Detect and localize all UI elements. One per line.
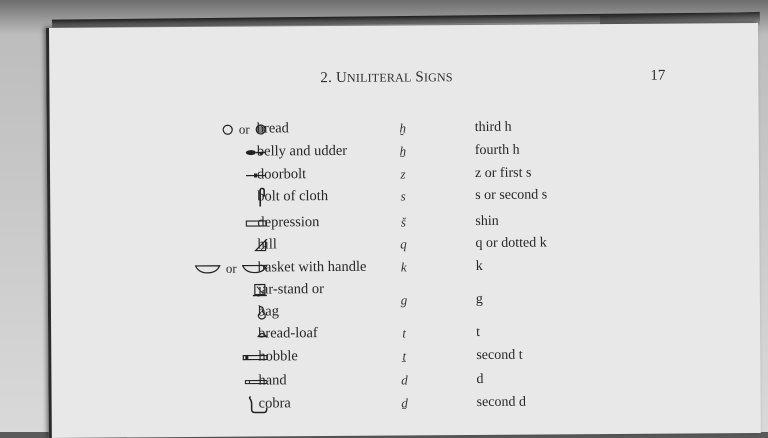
transliteration: q (393, 236, 413, 252)
sign-name: cobra (259, 395, 291, 412)
basket-icon (195, 264, 221, 274)
sound-value: s or second s (475, 188, 547, 205)
sound-value: third h (475, 120, 512, 136)
or-label: or (226, 261, 237, 277)
sign-name: bread-loaf (258, 325, 318, 342)
sign-name: hill (257, 236, 276, 253)
list-item (48, 343, 728, 370)
sound-value: second d (477, 395, 527, 411)
list-item (49, 390, 729, 417)
transliteration: t (394, 325, 414, 341)
sound-value: t (476, 325, 480, 341)
sign-name: basket with handle (258, 259, 367, 277)
sign-name: bag (258, 303, 279, 320)
sign-glyph (147, 234, 267, 257)
sound-value: k (476, 259, 483, 275)
page-number: 17 (650, 68, 665, 85)
sign-glyph (147, 141, 267, 164)
sign-glyph (148, 257, 268, 280)
transliteration: s (393, 188, 413, 204)
sign-glyph (147, 186, 267, 209)
sign-name: bread (257, 120, 289, 137)
sign-name: bolt of cloth (257, 188, 328, 205)
or-label: or (239, 122, 250, 138)
sign-name: hobble (258, 348, 298, 365)
transliteration: š (393, 214, 413, 230)
sign-name: depression (257, 214, 319, 231)
sign-glyph (147, 164, 267, 187)
list-item (47, 183, 727, 210)
sound-value: second t (476, 348, 522, 364)
transliteration: ḏ (395, 395, 415, 411)
sign-glyph (148, 301, 268, 324)
page-title: 2. UNILITERAL SIGNS (320, 69, 453, 87)
sign-glyph (148, 346, 268, 369)
transliteration: ẖ (393, 143, 413, 159)
circle-icon (222, 124, 234, 136)
sign-glyph (148, 323, 268, 346)
sound-value: z or first s (475, 166, 532, 182)
sign-glyph (148, 370, 268, 393)
transliteration: ḫ (393, 120, 413, 136)
book-page (46, 23, 761, 438)
transliteration: g (394, 292, 414, 308)
sign-glyph (148, 279, 268, 302)
sign-name: belly and udder (257, 143, 347, 161)
sign-glyph (149, 393, 269, 416)
transliteration: ṯ (394, 348, 414, 364)
sign-glyph (147, 212, 267, 235)
sign-name: hand (258, 372, 286, 389)
sound-value: q or dotted k (475, 236, 546, 252)
sound-value: shin (475, 214, 498, 230)
transliteration: z (393, 166, 413, 182)
sound-value: fourth h (475, 143, 520, 159)
sign-name: doorbolt (257, 166, 306, 183)
sound-value: d (476, 372, 483, 388)
transliteration: k (394, 259, 414, 275)
sign-name: jar-stand or (258, 281, 324, 298)
sign-glyph (147, 118, 267, 141)
sound-value: g (476, 292, 483, 308)
transliteration: d (394, 372, 414, 388)
